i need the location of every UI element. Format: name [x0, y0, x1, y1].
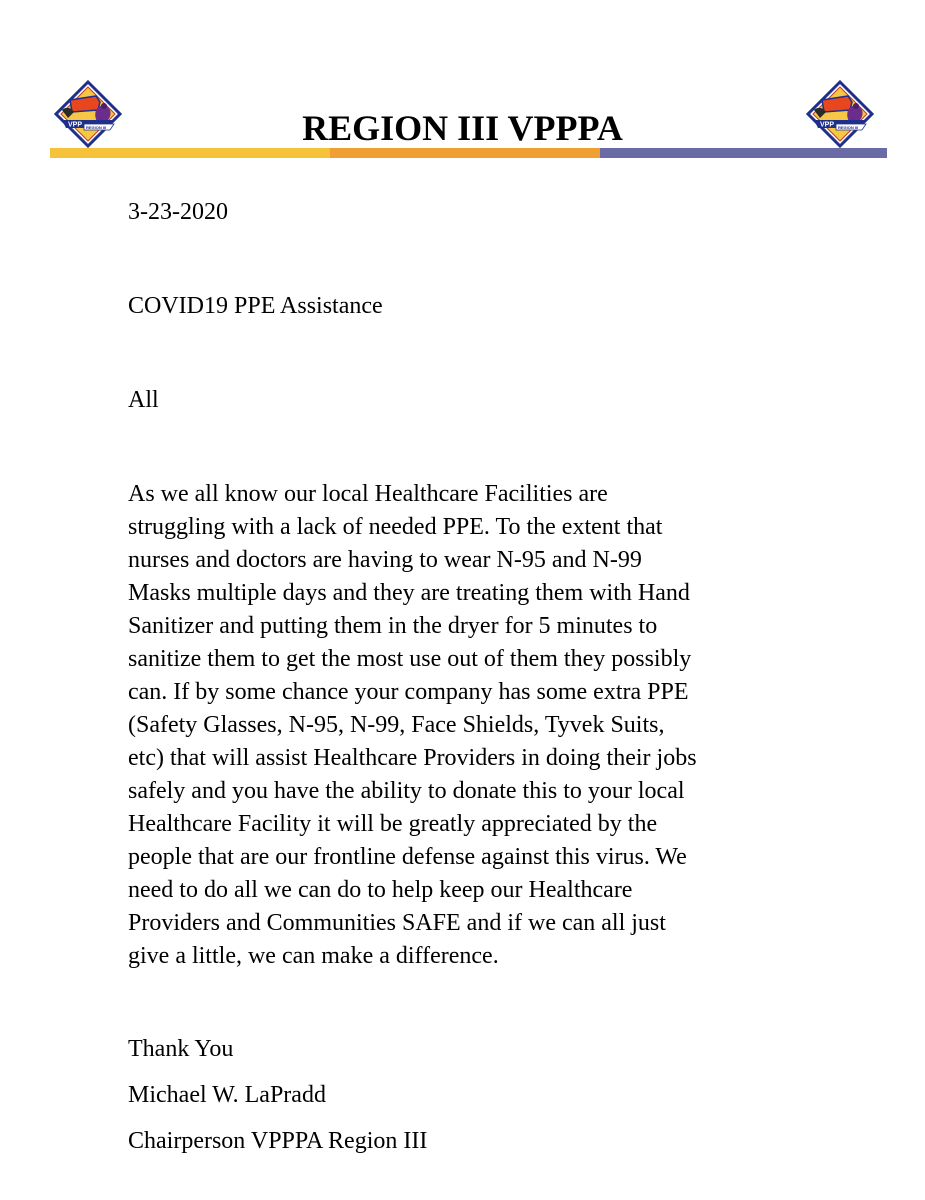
- letter-body: [128, 478, 818, 973]
- body-line: sanitize them to get the most use out of them they possibly: [128, 646, 692, 672]
- letter-subject: COVID19 PPE Assistance: [128, 293, 383, 319]
- body-line: struggling with a lack of needed PPE. To the extent that: [128, 514, 663, 540]
- signer-title: Chairperson VPPPA Region III: [128, 1128, 428, 1154]
- body-line: Sanitizer and putting them in the dryer for 5 minutes to: [128, 613, 658, 639]
- body-line: people that are our frontline defense against this virus. We: [128, 844, 687, 870]
- body-line: can. If by some chance your company has some extra PPE: [128, 679, 689, 705]
- letter-closing: Thank You: [128, 1036, 234, 1062]
- body-line: safely and you have the ability to donate this to your local: [128, 778, 685, 804]
- header-rule-orange: [330, 148, 600, 158]
- header-rule-purple: [600, 148, 887, 158]
- letter-date: 3-23-2020: [128, 199, 228, 225]
- page-title: REGION III VPPPA: [302, 108, 623, 148]
- logo-region-text: REGION III: [86, 125, 107, 130]
- body-line: Masks multiple days and they are treating them with Hand: [128, 580, 690, 606]
- body-line: As we all know our local Healthcare Facilities are: [128, 481, 608, 507]
- signer-name: Michael W. LaPradd: [128, 1082, 326, 1108]
- letter-salutation: All: [128, 387, 159, 413]
- body-line: etc) that will assist Healthcare Providers in doing their jobs: [128, 745, 697, 771]
- body-line: need to do all we can do to help keep our Healthcare: [128, 877, 633, 903]
- body-line: Providers and Communities SAFE and if we can all just: [128, 910, 666, 936]
- body-line: (Safety Glasses, N-95, N-99, Face Shields, Tyvek Suits,: [128, 712, 665, 738]
- header-rule-yellow: [50, 148, 330, 158]
- logo-region-text: REGION III: [838, 125, 859, 130]
- logo-vpp-text: VPP: [820, 121, 835, 129]
- logo-vpp-text: VPP: [68, 121, 83, 129]
- body-line: nurses and doctors are having to wear N-95 and N-99: [128, 547, 642, 573]
- letter-content: [128, 196, 818, 1158]
- body-line: give a little, we can make a difference.: [128, 943, 499, 969]
- body-line: Healthcare Facility it will be greatly appreciated by the: [128, 811, 658, 837]
